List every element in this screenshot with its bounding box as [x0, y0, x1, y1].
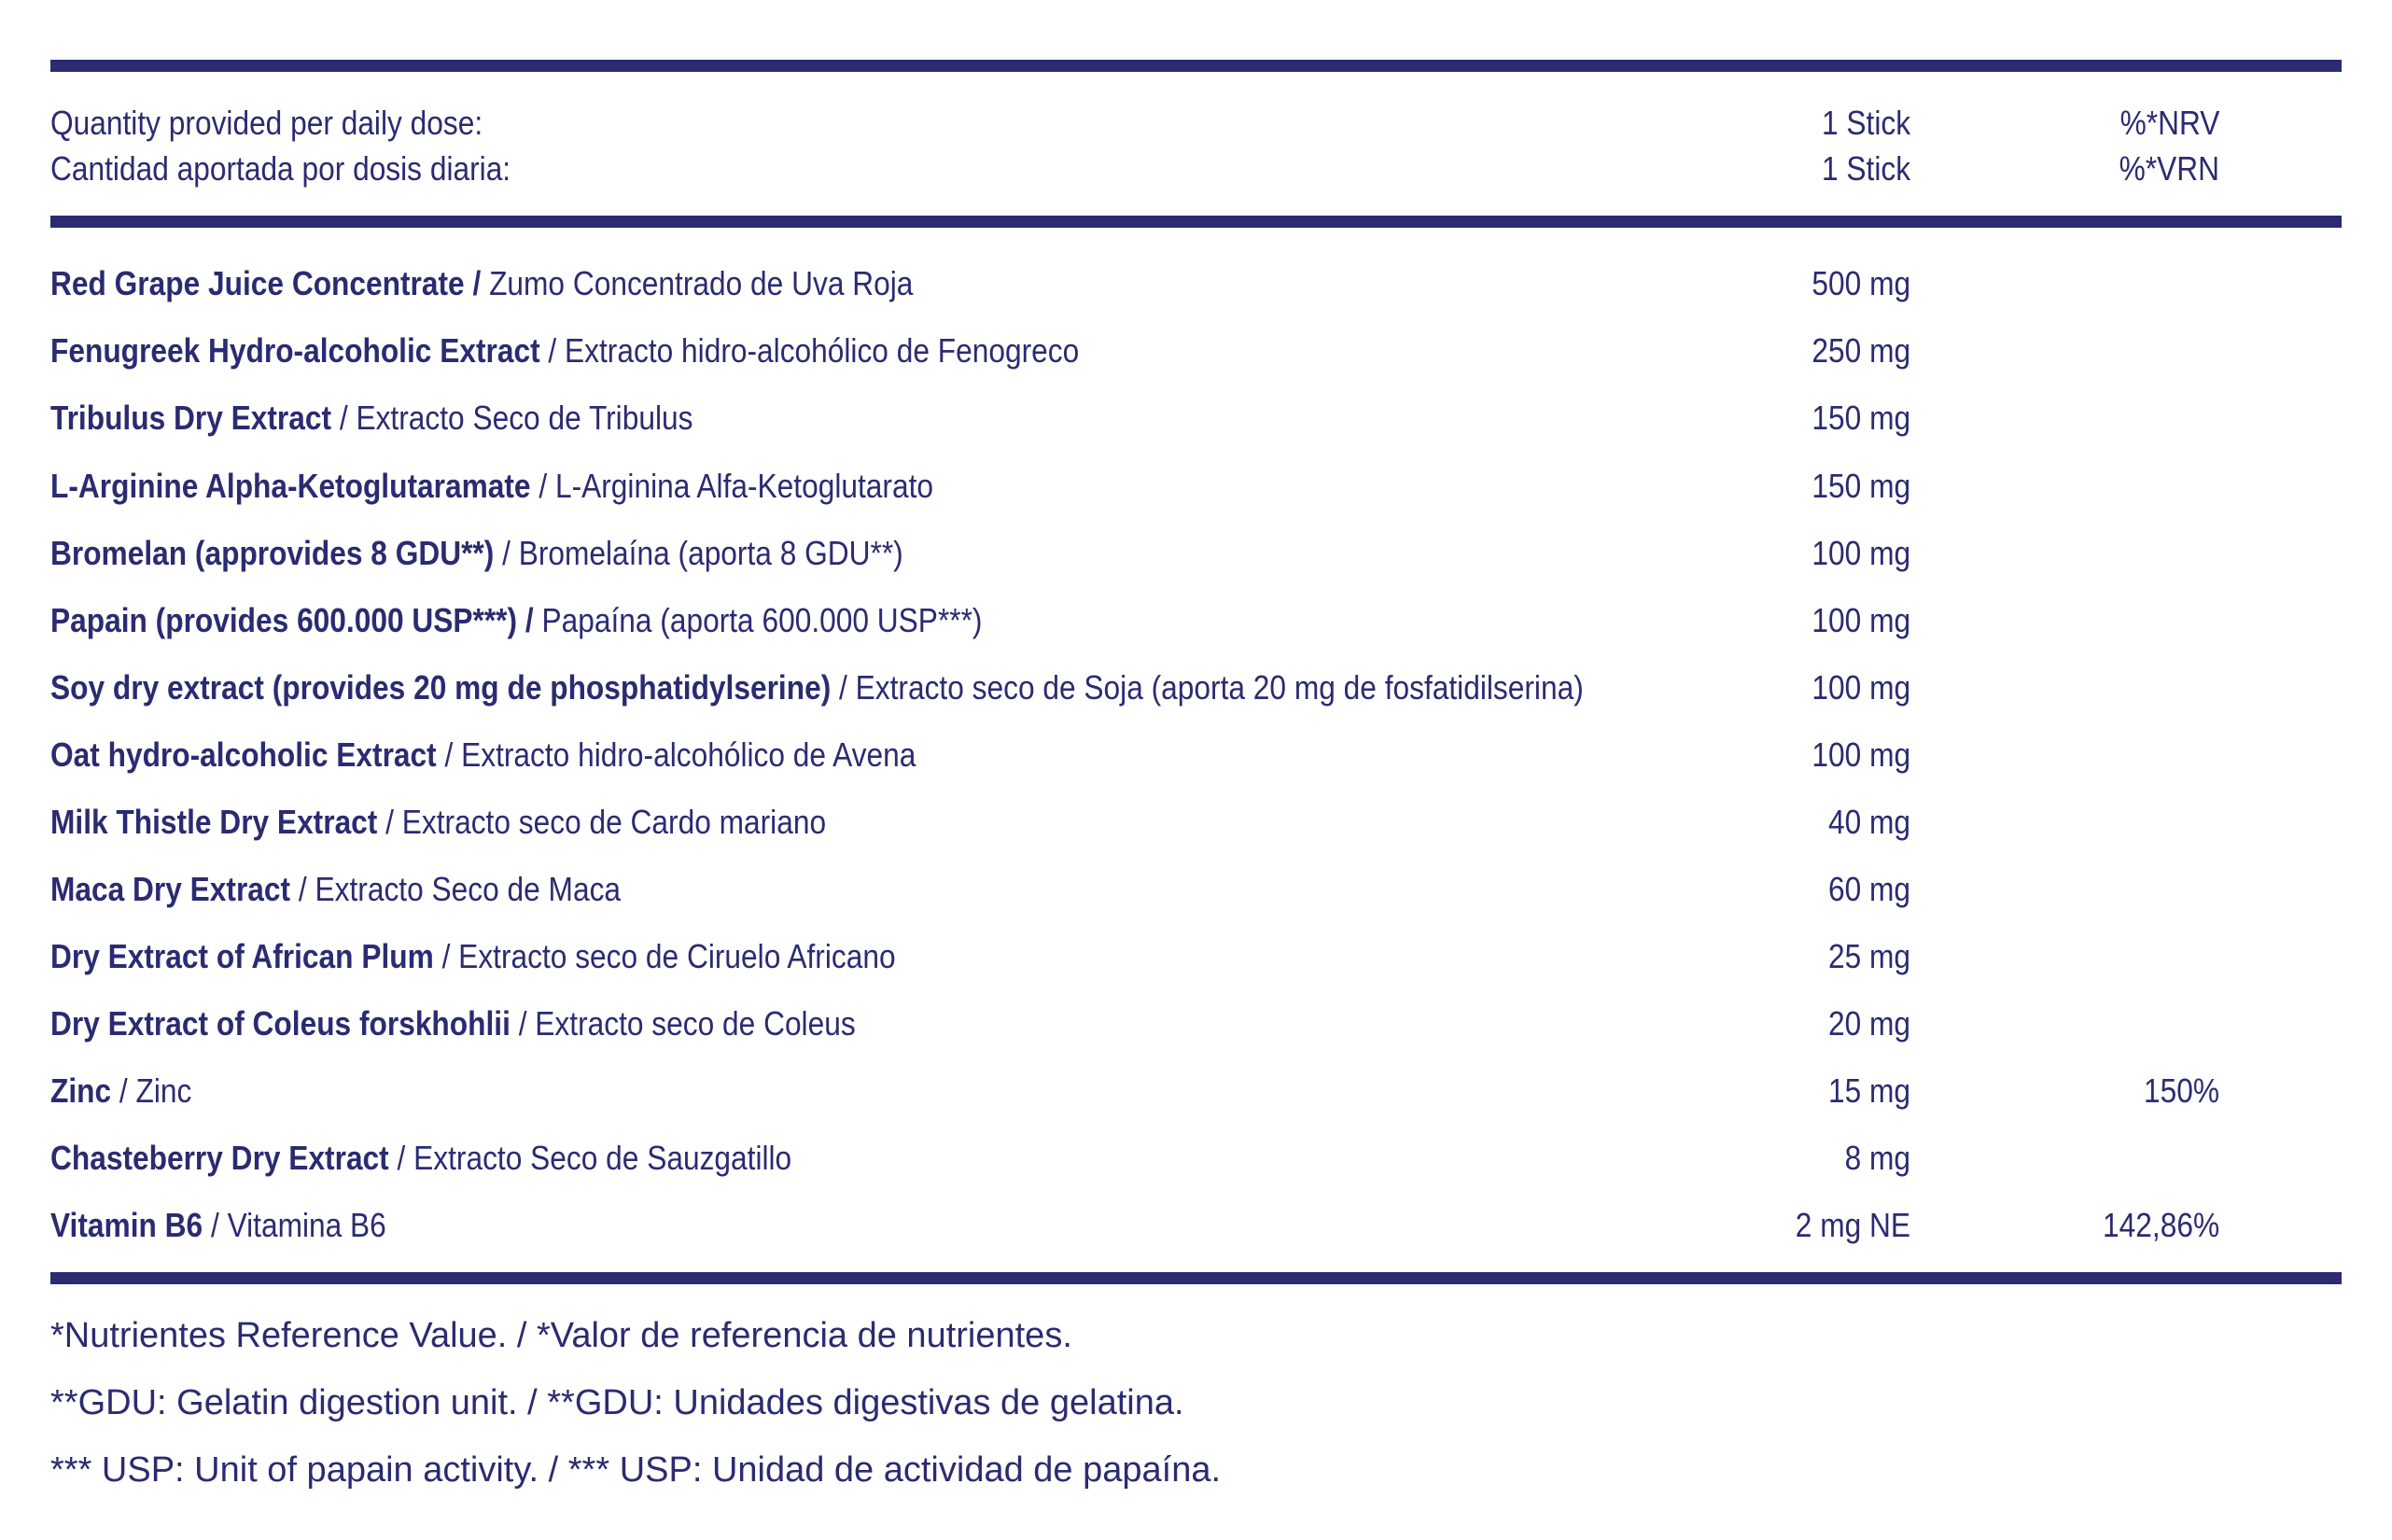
bottom-rule: [50, 1272, 2342, 1284]
ingredient-name: [50, 1203, 386, 1248]
ingredient-name-es: / Extracto Seco de Tribulus: [331, 399, 693, 437]
table-row: [50, 867, 2342, 912]
table-row: [50, 396, 2342, 441]
table-row: [50, 1203, 2342, 1248]
ingredient-name: [50, 867, 621, 912]
header-qty-en: 1 Stick: [1821, 104, 1910, 142]
ingredient-name-es: / Extracto seco de Soja (aporta 20 mg de fosfatidilserina): [831, 668, 1584, 707]
ingredient-name-en: Chasteberry Dry Extract: [50, 1139, 389, 1177]
ingredient-name: [50, 800, 826, 845]
ingredient-name-es: / Extracto seco de Ciruelo Africano: [433, 937, 896, 975]
header-label-en: Quantity provided per daily dose:: [50, 104, 483, 142]
ingredient-name: [50, 733, 916, 777]
ingredient-name-es: / Zinc: [111, 1071, 192, 1110]
table-row: [50, 800, 2342, 845]
ingredient-name-es: / L-Arginina Alfa-Ketoglutarato: [530, 467, 933, 505]
header-rule: [50, 216, 2342, 228]
ingredient-qty: 250 mg: [1811, 331, 1910, 370]
table-row: [50, 531, 2342, 576]
footnote-usp: *** USP: Unit of papain activity. / *** USP: Unidad de actividad de papaína.: [50, 1450, 1222, 1490]
ingredient-nrv: 150%: [2143, 1071, 2219, 1110]
ingredient-name-en: Tribulus Dry Extract: [50, 399, 332, 437]
ingredient-name: [50, 396, 692, 441]
header-qty-es: 1 Stick: [1821, 149, 1910, 188]
ingredient-name-en: Oat hydro-alcoholic Extract: [50, 735, 437, 774]
header-nrv-es: %*VRN: [2119, 149, 2219, 188]
ingredient-name-en: Red Grape Juice Concentrate /: [50, 264, 482, 302]
table-row: [50, 1069, 2342, 1113]
ingredient-name: [50, 464, 933, 509]
header-values-es: [50, 147, 2342, 191]
table-row: [50, 665, 2342, 710]
ingredient-name-es: / Extracto seco de Cardo mariano: [377, 803, 827, 841]
ingredient-name: [50, 261, 913, 306]
ingredient-qty: 2 mg NE: [1795, 1206, 1910, 1244]
table-row: [50, 329, 2342, 373]
ingredient-name: [50, 329, 1079, 373]
ingredient-name-en: Bromelan (approvides 8 GDU**): [50, 534, 495, 572]
ingredient-qty: 60 mg: [1827, 870, 1910, 908]
ingredient-name-es: / Vitamina B6: [203, 1206, 386, 1244]
ingredient-name-en: Papain (provides 600.000 USP***) /: [50, 601, 534, 639]
ingredient-name-en: Milk Thistle Dry Extract: [50, 803, 378, 841]
ingredient-name-es: / Extracto Seco de Maca: [290, 870, 622, 908]
ingredient-name-es: / Bromelaína (aporta 8 GDU**): [494, 534, 903, 572]
ingredient-nrv: 142,86%: [2102, 1206, 2219, 1244]
ingredient-name-en: Soy dry extract (provides 20 mg de phosphatidylserine): [50, 668, 832, 707]
table-row: [50, 1136, 2342, 1181]
ingredient-name-en: Maca Dry Extract: [50, 870, 291, 908]
ingredient-qty: 100 mg: [1811, 735, 1910, 774]
ingredient-qty: 100 mg: [1811, 534, 1910, 572]
ingredient-name-es: Papaína (aporta 600.000 USP***): [533, 601, 983, 639]
header-nrv-en: %*NRV: [2119, 104, 2219, 142]
ingredient-name: [50, 598, 982, 643]
ingredient-qty: 100 mg: [1811, 601, 1910, 639]
header-label-es: Cantidad aportada por dosis diaria:: [50, 149, 511, 188]
table-row: [50, 464, 2342, 509]
ingredient-name: [50, 1069, 191, 1113]
ingredient-name-es: / Extracto Seco de Sauzgatillo: [388, 1139, 792, 1177]
table-row: [50, 261, 2342, 306]
ingredient-name-en: Dry Extract of African Plum: [50, 937, 434, 975]
ingredient-name: [50, 934, 896, 979]
top-rule: [50, 60, 2342, 72]
ingredient-name-es: / Extracto hidro-alcohólico de Avena: [436, 735, 916, 774]
ingredient-name: [50, 1001, 856, 1046]
ingredient-name: [50, 665, 1584, 710]
ingredient-name-en: Vitamin B6: [50, 1206, 203, 1244]
ingredient-qty: 15 mg: [1827, 1071, 1910, 1110]
ingredient-qty: 8 mg: [1844, 1139, 1910, 1177]
table-row: [50, 733, 2342, 777]
table-row: [50, 934, 2342, 979]
ingredient-name-es: / Extracto seco de Coleus: [510, 1004, 856, 1043]
footnote-nrv: *Nutrientes Reference Value. / *Valor de referencia de nutrientes.: [50, 1316, 1072, 1355]
ingredient-qty: 150 mg: [1811, 399, 1910, 437]
ingredient-name-en: Dry Extract of Coleus forskhohlii: [50, 1004, 511, 1043]
ingredient-qty: 100 mg: [1811, 668, 1910, 707]
ingredient-qty: 150 mg: [1811, 467, 1910, 505]
ingredient-name: [50, 531, 903, 576]
ingredient-name-en: Zinc: [50, 1071, 112, 1110]
ingredient-qty: 25 mg: [1827, 937, 1910, 975]
header-values-en: [50, 101, 2342, 146]
ingredient-qty: 500 mg: [1811, 264, 1910, 302]
ingredient-name: [50, 1136, 791, 1181]
table-row: [50, 598, 2342, 643]
ingredient-name-en: Fenugreek Hydro-alcoholic Extract: [50, 331, 540, 370]
ingredient-name-en: L-Arginine Alpha-Ketoglutaramate: [50, 467, 531, 505]
table-row: [50, 1001, 2342, 1046]
ingredient-name-es: / Extracto hidro-alcohólico de Fenogreco: [539, 331, 1080, 370]
ingredient-name-es: Zumo Concentrado de Uva Roja: [481, 264, 914, 302]
footnote-gdu: **GDU: Gelatin digestion unit. / **GDU: Unidades digestivas de gelatina.: [50, 1383, 1184, 1422]
ingredient-qty: 40 mg: [1827, 803, 1910, 841]
ingredient-qty: 20 mg: [1827, 1004, 1910, 1043]
